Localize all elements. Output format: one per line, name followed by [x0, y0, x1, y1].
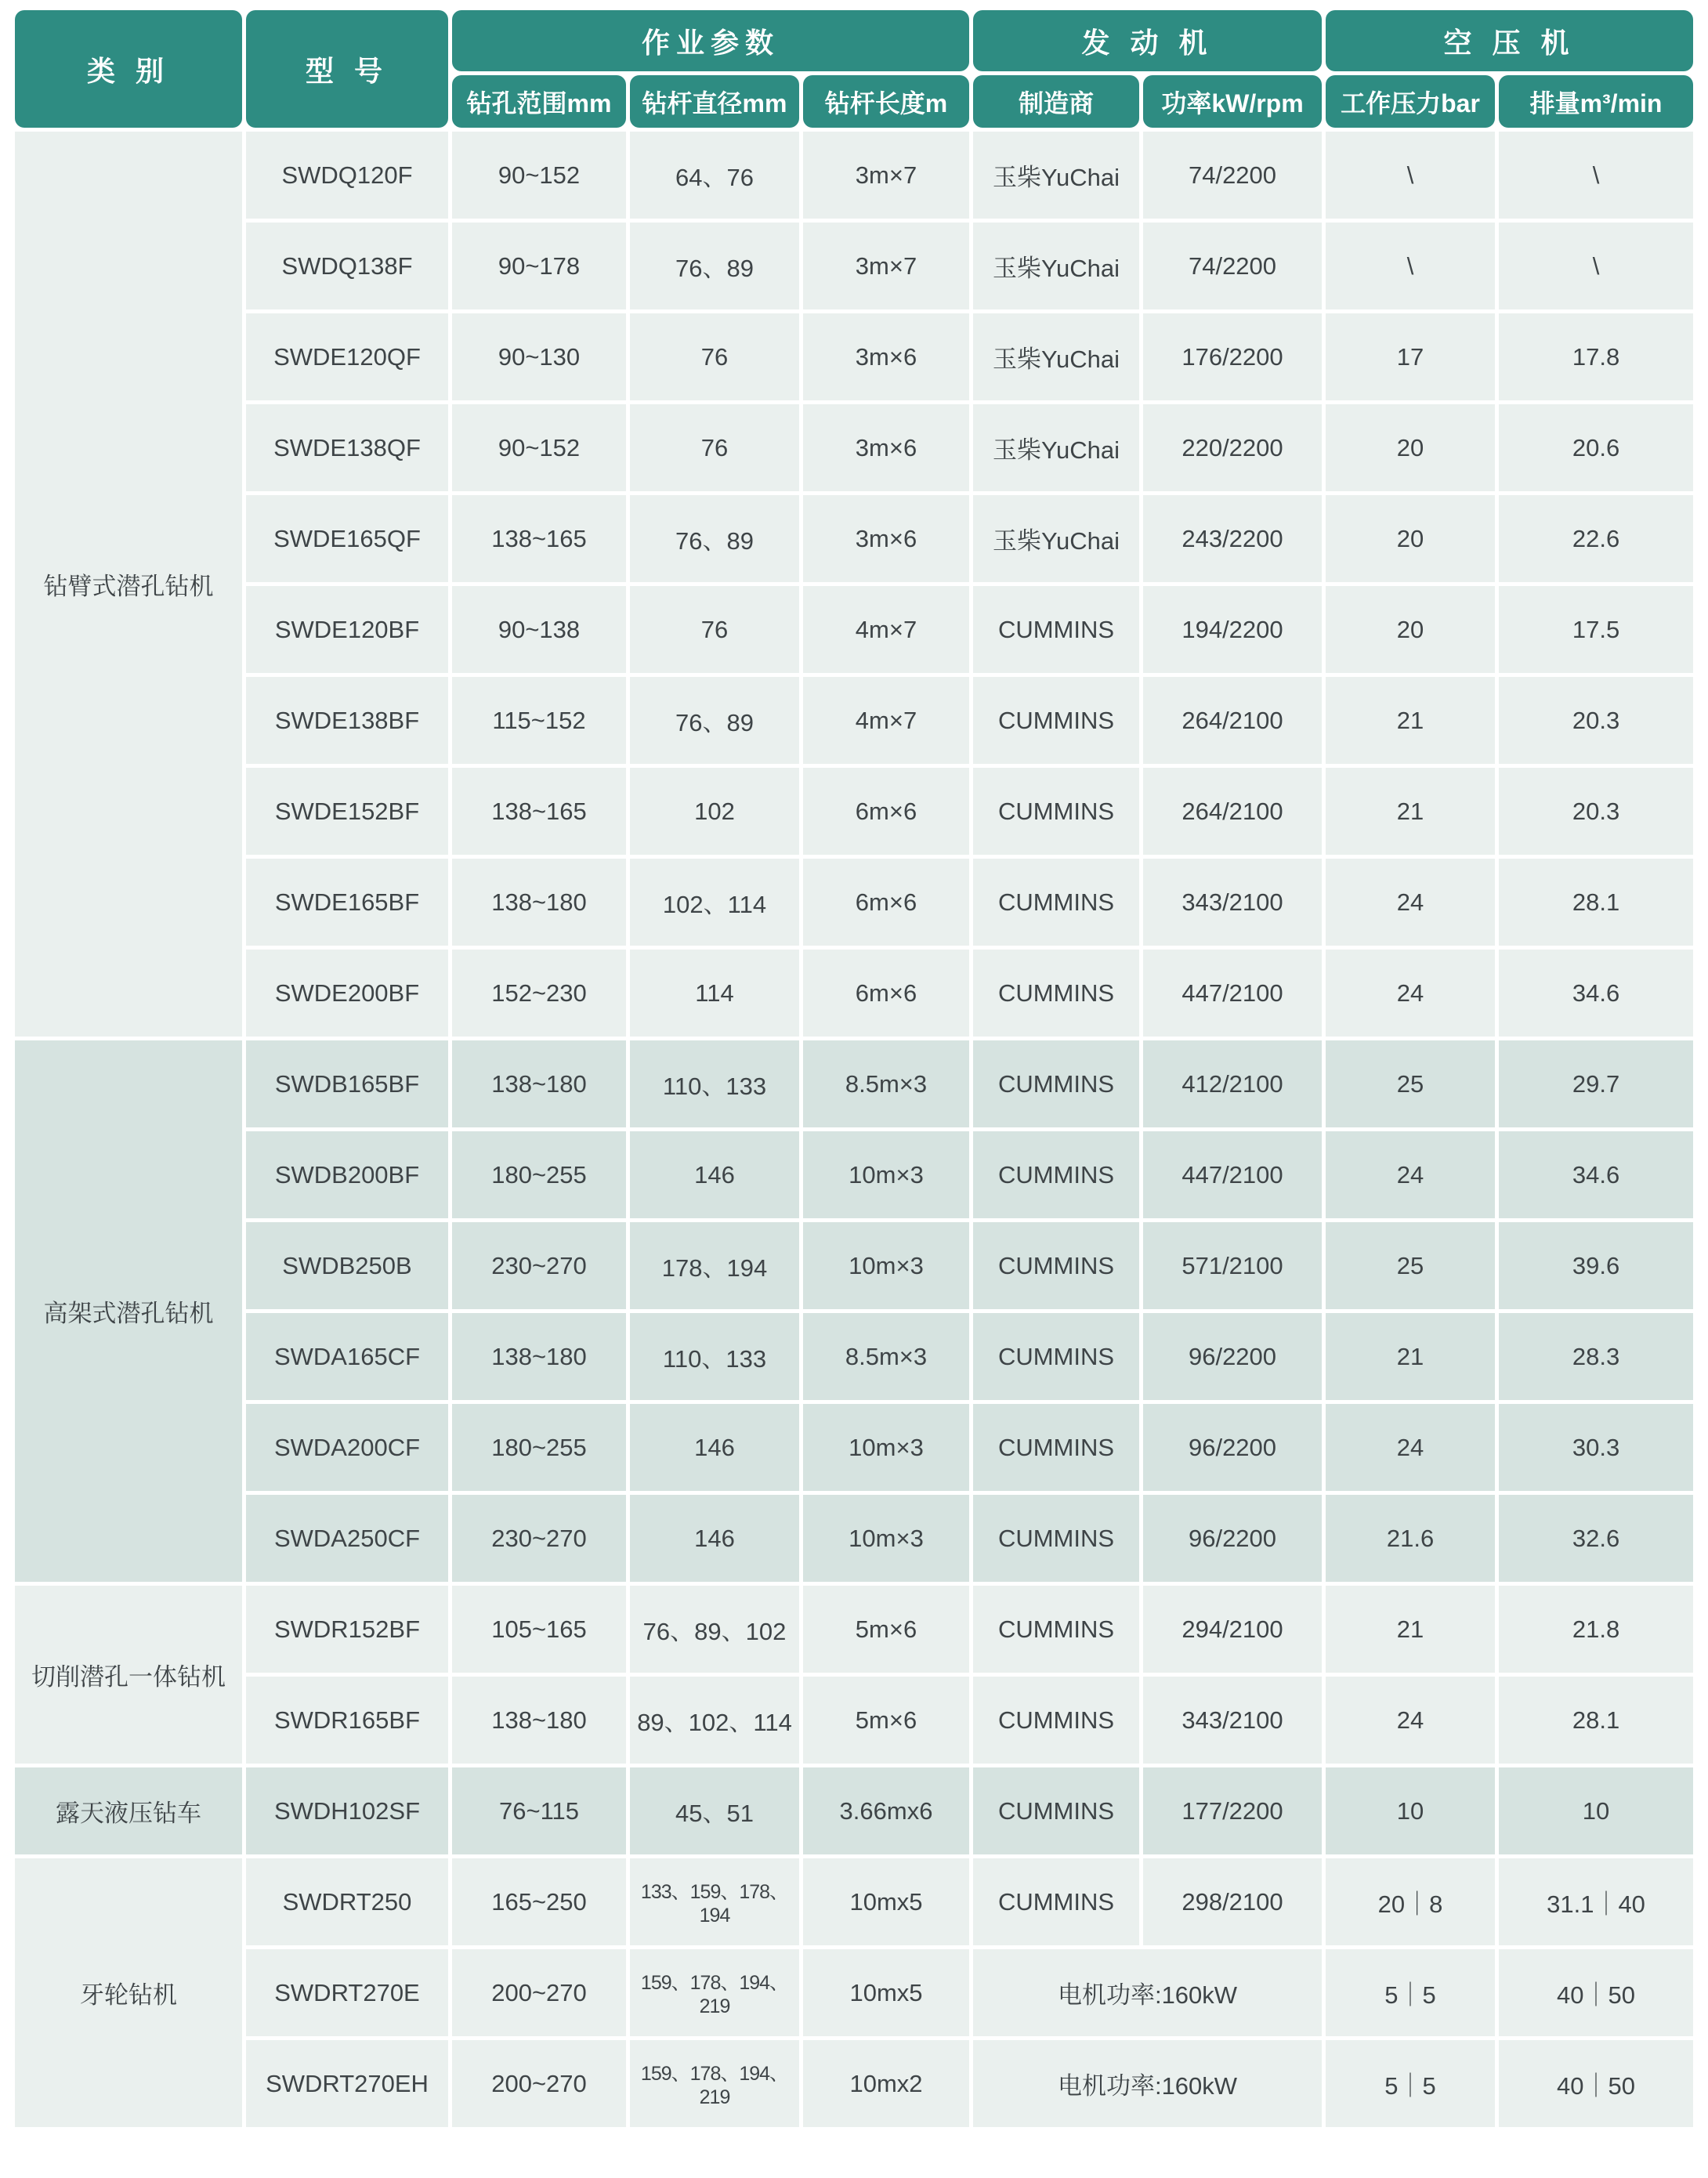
drill-range-cell: 138~180 — [452, 1677, 626, 1764]
model-cell: SWDE138QF — [246, 404, 448, 491]
category-cell: 切削潜孔一体钻机 — [15, 1586, 242, 1764]
spec-table — [11, 6, 1697, 2131]
engine-power-cell: 298/2100 — [1143, 1858, 1322, 1945]
engine-maker-cell: CUMMINS — [973, 586, 1139, 673]
rod-length-cell: 4m×7 — [803, 677, 969, 764]
displacement-cell: 21.8 — [1499, 1586, 1693, 1673]
table-row — [15, 2040, 1693, 2127]
working-pressure-cell: 21 — [1326, 677, 1495, 764]
engine-maker-cell: CUMMINS — [973, 1222, 1139, 1309]
engine-maker-cell: CUMMINS — [973, 1858, 1139, 1945]
table-row — [15, 313, 1693, 400]
rod-length-cell: 10mx5 — [803, 1949, 969, 2036]
table-row — [15, 1040, 1693, 1127]
drill-range-cell: 115~152 — [452, 677, 626, 764]
category-cell: 高架式潜孔钻机 — [15, 1040, 242, 1582]
rod-length-cell: 5m×6 — [803, 1677, 969, 1764]
rod-diameter-cell: 159、178、194、219 — [630, 1949, 799, 2036]
model-cell: SWDE120QF — [246, 313, 448, 400]
engine-power-cell: 412/2100 — [1143, 1040, 1322, 1127]
header-group-engine: 发 动 机 — [973, 10, 1322, 71]
engine-maker-cell: CUMMINS — [973, 1404, 1139, 1491]
drill-range-cell: 180~255 — [452, 1404, 626, 1491]
drill-range-cell: 138~180 — [452, 1313, 626, 1400]
engine-maker-cell: CUMMINS — [973, 859, 1139, 946]
displacement-cell: 10 — [1499, 1767, 1693, 1854]
working-pressure-cell: 20 — [1326, 586, 1495, 673]
model-cell: SWDRT250 — [246, 1858, 448, 1945]
model-cell: SWDE165BF — [246, 859, 448, 946]
model-cell: SWDA165CF — [246, 1313, 448, 1400]
engine-power-cell: 96/2200 — [1143, 1313, 1322, 1400]
working-pressure-cell: 24 — [1326, 1677, 1495, 1764]
displacement-cell: 34.6 — [1499, 1131, 1693, 1218]
engine-note-cell: 电机功率:160kW — [973, 1949, 1322, 2036]
displacement-cell: 40｜50 — [1499, 1949, 1693, 2036]
engine-note-cell: 电机功率:160kW — [973, 2040, 1322, 2127]
rod-length-cell: 10mx2 — [803, 2040, 969, 2127]
working-pressure-cell: 20 — [1326, 404, 1495, 491]
working-pressure-cell: 10 — [1326, 1767, 1495, 1854]
drill-range-cell: 90~152 — [452, 132, 626, 219]
model-cell: SWDRT270E — [246, 1949, 448, 2036]
engine-power-cell: 343/2100 — [1143, 859, 1322, 946]
table-row — [15, 1495, 1693, 1582]
engine-maker-cell: 玉柴YuChai — [973, 313, 1139, 400]
model-cell: SWDA250CF — [246, 1495, 448, 1582]
drill-range-cell: 138~180 — [452, 859, 626, 946]
rod-diameter-cell: 146 — [630, 1495, 799, 1582]
model-cell: SWDE120BF — [246, 586, 448, 673]
rod-length-cell: 10m×3 — [803, 1222, 969, 1309]
rod-diameter-cell: 110、133 — [630, 1040, 799, 1127]
rod-length-cell: 10m×3 — [803, 1495, 969, 1582]
drill-range-cell: 90~138 — [452, 586, 626, 673]
category-cell: 钻臂式潜孔钻机 — [15, 132, 242, 1037]
model-cell: SWDH102SF — [246, 1767, 448, 1854]
displacement-cell: 30.3 — [1499, 1404, 1693, 1491]
drill-range-cell: 138~165 — [452, 495, 626, 582]
model-cell: SWDE138BF — [246, 677, 448, 764]
table-row — [15, 1858, 1693, 1945]
category-cell: 牙轮钻机 — [15, 1858, 242, 2127]
drill-range-cell: 90~178 — [452, 223, 626, 309]
displacement-cell: 28.3 — [1499, 1313, 1693, 1400]
model-cell: SWDE200BF — [246, 950, 448, 1037]
header-rod-diameter: 钻杆直径mm — [630, 75, 799, 128]
spec-table-body — [15, 132, 1693, 2127]
working-pressure-cell: 24 — [1326, 1404, 1495, 1491]
drill-range-cell: 200~270 — [452, 2040, 626, 2127]
header-category: 类 别 — [15, 10, 242, 128]
rod-length-cell: 8.5m×3 — [803, 1313, 969, 1400]
displacement-cell: 28.1 — [1499, 859, 1693, 946]
engine-power-cell: 571/2100 — [1143, 1222, 1322, 1309]
model-cell: SWDB200BF — [246, 1131, 448, 1218]
header-engine-power: 功率kW/rpm — [1143, 75, 1322, 128]
engine-maker-cell: CUMMINS — [973, 1313, 1139, 1400]
working-pressure-cell: 21.6 — [1326, 1495, 1495, 1582]
displacement-cell: 20.3 — [1499, 677, 1693, 764]
working-pressure-cell: 5｜5 — [1326, 1949, 1495, 2036]
engine-maker-cell: CUMMINS — [973, 1586, 1139, 1673]
drill-range-cell: 76~115 — [452, 1767, 626, 1854]
working-pressure-cell: 24 — [1326, 950, 1495, 1037]
rod-diameter-cell: 76、89 — [630, 223, 799, 309]
engine-maker-cell: CUMMINS — [973, 677, 1139, 764]
engine-power-cell: 343/2100 — [1143, 1677, 1322, 1764]
displacement-cell: 17.5 — [1499, 586, 1693, 673]
engine-maker-cell: CUMMINS — [973, 1677, 1139, 1764]
engine-power-cell: 447/2100 — [1143, 950, 1322, 1037]
header-drill-range: 钻孔范围mm — [452, 75, 626, 128]
drill-range-cell: 90~152 — [452, 404, 626, 491]
engine-power-cell: 220/2200 — [1143, 404, 1322, 491]
model-cell: SWDRT270EH — [246, 2040, 448, 2127]
table-row — [15, 677, 1693, 764]
table-row — [15, 1677, 1693, 1764]
table-row — [15, 404, 1693, 491]
drill-range-cell: 230~270 — [452, 1495, 626, 1582]
working-pressure-cell: 17 — [1326, 313, 1495, 400]
drill-range-cell: 138~180 — [452, 1040, 626, 1127]
table-row — [15, 859, 1693, 946]
engine-power-cell: 264/2100 — [1143, 677, 1322, 764]
rod-length-cell: 10m×3 — [803, 1131, 969, 1218]
model-cell: SWDR165BF — [246, 1677, 448, 1764]
table-row — [15, 495, 1693, 582]
working-pressure-cell: 5｜5 — [1326, 2040, 1495, 2127]
drill-range-cell: 165~250 — [452, 1858, 626, 1945]
engine-maker-cell: CUMMINS — [973, 1495, 1139, 1582]
engine-power-cell: 176/2200 — [1143, 313, 1322, 400]
table-header — [15, 10, 1693, 128]
table-row — [15, 1222, 1693, 1309]
rod-diameter-cell: 76 — [630, 313, 799, 400]
rod-diameter-cell: 76、89 — [630, 677, 799, 764]
working-pressure-cell: 24 — [1326, 859, 1495, 946]
displacement-cell: 28.1 — [1499, 1677, 1693, 1764]
header-group-air-compressor: 空 压 机 — [1326, 10, 1693, 71]
rod-diameter-cell: 159、178、194、219 — [630, 2040, 799, 2127]
rod-diameter-cell: 89、102、114 — [630, 1677, 799, 1764]
engine-maker-cell: CUMMINS — [973, 1131, 1139, 1218]
table-row — [15, 1949, 1693, 2036]
engine-maker-cell: 玉柴YuChai — [973, 223, 1139, 309]
rod-diameter-cell: 76 — [630, 404, 799, 491]
displacement-cell: 34.6 — [1499, 950, 1693, 1037]
rod-length-cell: 4m×7 — [803, 586, 969, 673]
working-pressure-cell: 20｜8 — [1326, 1858, 1495, 1945]
model-cell: SWDQ120F — [246, 132, 448, 219]
rod-length-cell: 3m×6 — [803, 404, 969, 491]
model-cell: SWDE152BF — [246, 768, 448, 855]
rod-diameter-cell: 45、51 — [630, 1767, 799, 1854]
rod-diameter-cell: 146 — [630, 1131, 799, 1218]
rod-length-cell: 5m×6 — [803, 1586, 969, 1673]
table-row — [15, 950, 1693, 1037]
header-working-pressure: 工作压力bar — [1326, 75, 1495, 128]
engine-maker-cell: 玉柴YuChai — [973, 404, 1139, 491]
displacement-cell: 32.6 — [1499, 1495, 1693, 1582]
engine-maker-cell: 玉柴YuChai — [973, 132, 1139, 219]
model-cell: SWDB165BF — [246, 1040, 448, 1127]
rod-length-cell: 6m×6 — [803, 768, 969, 855]
table-row — [15, 586, 1693, 673]
working-pressure-cell: \ — [1326, 132, 1495, 219]
working-pressure-cell: 24 — [1326, 1131, 1495, 1218]
engine-maker-cell: CUMMINS — [973, 1040, 1139, 1127]
working-pressure-cell: 21 — [1326, 768, 1495, 855]
model-cell: SWDR152BF — [246, 1586, 448, 1673]
rod-diameter-cell: 178、194 — [630, 1222, 799, 1309]
header-row-groups — [15, 10, 1693, 71]
rod-length-cell: 6m×6 — [803, 859, 969, 946]
engine-power-cell: 96/2200 — [1143, 1404, 1322, 1491]
engine-power-cell: 74/2200 — [1143, 223, 1322, 309]
rod-diameter-cell: 110、133 — [630, 1313, 799, 1400]
displacement-cell: 39.6 — [1499, 1222, 1693, 1309]
header-displacement: 排量m³/min — [1499, 75, 1693, 128]
model-cell: SWDQ138F — [246, 223, 448, 309]
rod-length-cell: 3m×6 — [803, 313, 969, 400]
working-pressure-cell: 25 — [1326, 1040, 1495, 1127]
displacement-cell: 20.3 — [1499, 768, 1693, 855]
engine-maker-cell: CUMMINS — [973, 1767, 1139, 1854]
displacement-cell: 17.8 — [1499, 313, 1693, 400]
table-row — [15, 768, 1693, 855]
rod-length-cell: 3.66mx6 — [803, 1767, 969, 1854]
rod-length-cell: 10mx5 — [803, 1858, 969, 1945]
displacement-cell: 29.7 — [1499, 1040, 1693, 1127]
engine-power-cell: 447/2100 — [1143, 1131, 1322, 1218]
engine-maker-cell: CUMMINS — [973, 768, 1139, 855]
rod-length-cell: 3m×7 — [803, 132, 969, 219]
table-row — [15, 1404, 1693, 1491]
displacement-cell: 40｜50 — [1499, 2040, 1693, 2127]
working-pressure-cell: 20 — [1326, 495, 1495, 582]
engine-maker-cell: CUMMINS — [973, 950, 1139, 1037]
header-group-operating-params: 作业参数 — [452, 10, 969, 71]
drill-range-cell: 200~270 — [452, 1949, 626, 2036]
header-rod-length: 钻杆长度m — [803, 75, 969, 128]
category-cell: 露天液压钻车 — [15, 1767, 242, 1854]
drill-range-cell: 90~130 — [452, 313, 626, 400]
displacement-cell: 20.6 — [1499, 404, 1693, 491]
rod-length-cell: 3m×6 — [803, 495, 969, 582]
engine-power-cell: 264/2100 — [1143, 768, 1322, 855]
working-pressure-cell: \ — [1326, 223, 1495, 309]
displacement-cell: 31.1｜40 — [1499, 1858, 1693, 1945]
rod-diameter-cell: 102 — [630, 768, 799, 855]
table-row — [15, 1313, 1693, 1400]
model-cell: SWDE165QF — [246, 495, 448, 582]
drill-range-cell: 105~165 — [452, 1586, 626, 1673]
rod-diameter-cell: 64、76 — [630, 132, 799, 219]
drill-range-cell: 180~255 — [452, 1131, 626, 1218]
displacement-cell: 22.6 — [1499, 495, 1693, 582]
model-cell: SWDA200CF — [246, 1404, 448, 1491]
rod-diameter-cell: 102、114 — [630, 859, 799, 946]
table-row — [15, 1131, 1693, 1218]
rod-diameter-cell: 76 — [630, 586, 799, 673]
header-model: 型 号 — [246, 10, 448, 128]
rod-diameter-cell: 114 — [630, 950, 799, 1037]
engine-power-cell: 243/2200 — [1143, 495, 1322, 582]
engine-power-cell: 74/2200 — [1143, 132, 1322, 219]
rod-length-cell: 6m×6 — [803, 950, 969, 1037]
displacement-cell: \ — [1499, 132, 1693, 219]
engine-power-cell: 194/2200 — [1143, 586, 1322, 673]
working-pressure-cell: 21 — [1326, 1313, 1495, 1400]
rod-diameter-cell: 133、159、178、194 — [630, 1858, 799, 1945]
engine-power-cell: 96/2200 — [1143, 1495, 1322, 1582]
engine-power-cell: 177/2200 — [1143, 1767, 1322, 1854]
engine-maker-cell: 玉柴YuChai — [973, 495, 1139, 582]
drill-range-cell: 138~165 — [452, 768, 626, 855]
drill-range-cell: 152~230 — [452, 950, 626, 1037]
rod-diameter-cell: 76、89 — [630, 495, 799, 582]
working-pressure-cell: 25 — [1326, 1222, 1495, 1309]
table-row — [15, 1767, 1693, 1854]
table-row — [15, 1586, 1693, 1673]
model-cell: SWDB250B — [246, 1222, 448, 1309]
header-engine-maker: 制造商 — [973, 75, 1139, 128]
drill-range-cell: 230~270 — [452, 1222, 626, 1309]
rod-length-cell: 10m×3 — [803, 1404, 969, 1491]
table-row — [15, 223, 1693, 309]
rod-length-cell: 8.5m×3 — [803, 1040, 969, 1127]
working-pressure-cell: 21 — [1326, 1586, 1495, 1673]
rod-diameter-cell: 76、89、102 — [630, 1586, 799, 1673]
rod-length-cell: 3m×7 — [803, 223, 969, 309]
rod-diameter-cell: 146 — [630, 1404, 799, 1491]
engine-power-cell: 294/2100 — [1143, 1586, 1322, 1673]
table-row — [15, 132, 1693, 219]
displacement-cell: \ — [1499, 223, 1693, 309]
